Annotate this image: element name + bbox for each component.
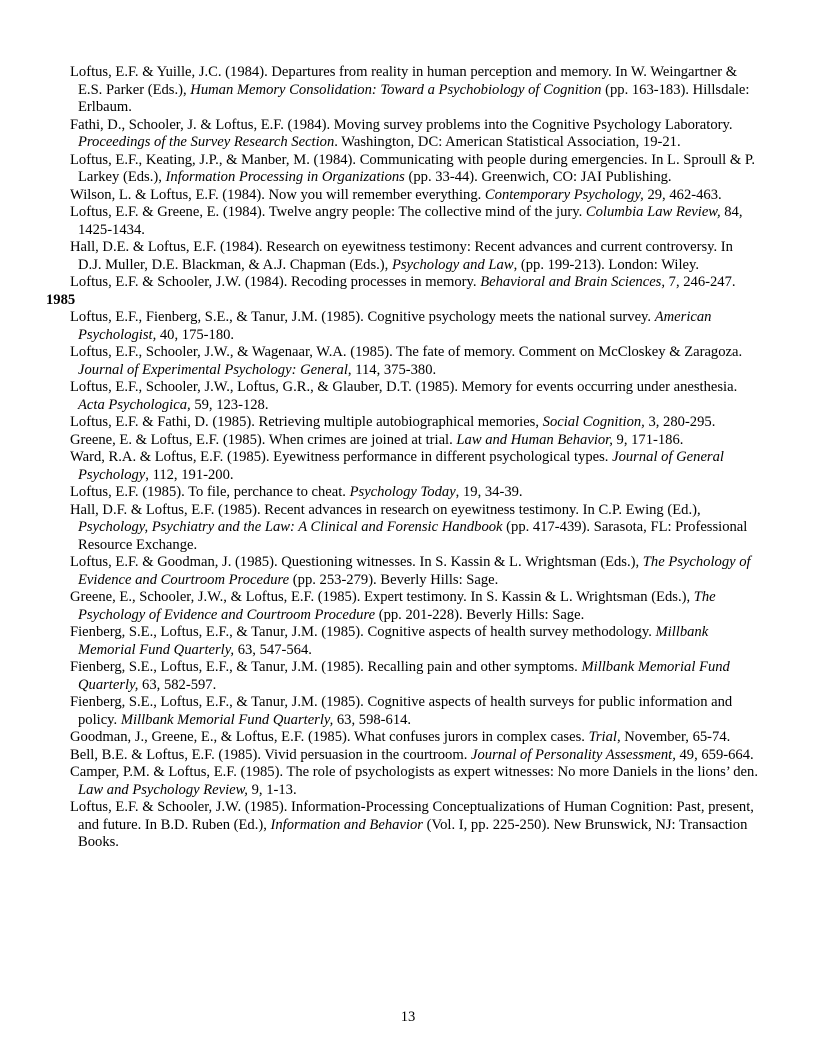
reference-text: . Washington, DC: American Statistical Association, 19-21.: [334, 134, 681, 150]
reference-text: 40, 175-180.: [156, 326, 235, 343]
reference-title-italic: Millbank Memorial Fund Quarterly,: [78, 624, 709, 658]
reference-text: , (pp. 199-213). London: Wiley.: [513, 256, 700, 273]
reference-entry: [54, 589, 760, 624]
reference-text: 59, 123-128.: [190, 396, 269, 413]
reference-text: 9, 171-186.: [612, 431, 684, 448]
reference-text: Loftus, E.F. & Fathi, D. (1985). Retrieving multiple autobiographical memories,: [70, 414, 543, 430]
reference-text: (pp. 253-279). Beverly Hills: Sage.: [289, 571, 499, 588]
reference-entry: [54, 624, 760, 659]
reference-title-italic: Millbank Memorial Fund Quarterly,: [78, 659, 730, 693]
reference-text: 9, 1-13.: [247, 781, 297, 798]
reference-text: Loftus, E.F., Keating, J.P., & Manber, M. (1984). Communicating with people during emergencies. In L. Sproull & P. Larkey (Eds.),: [70, 151, 756, 185]
reference-text: 63, 582-597.: [138, 676, 217, 693]
reference-title-italic: Social Cognition,: [542, 414, 645, 430]
reference-title-italic: Behavioral and Brain Sciences,: [480, 274, 666, 290]
reference-title-italic: Human Memory Consolidation: Toward a Psychobiology of Cognition: [190, 81, 602, 98]
reference-title-italic: Information Processing in Organizations: [165, 169, 405, 185]
reference-text: Hall, D.E. & Loftus, E.F. (1984). Research on eyewitness testimony: Recent advances and current controversy. In D.J. Muller, D.E. Blackman, & A.J. Chapman (Eds.),: [70, 239, 733, 273]
reference-title-italic: Law and Psychology Review,: [78, 781, 248, 798]
reference-text: Loftus, E.F., Schooler, J.W., & Wagenaar, W.A. (1985). The fate of memory. Comment on McCloskey & Zaragoza.: [70, 344, 743, 360]
reference-entry: [54, 694, 760, 729]
reference-text: , 19, 34-39.: [455, 484, 523, 500]
reference-text: Fienberg, S.E., Loftus, E.F., & Tanur, J.M. (1985). Cognitive aspects of health surveys for public information and policy.: [70, 694, 733, 728]
reference-entry: [54, 502, 760, 555]
reference-text: , November, 65-74.: [616, 729, 731, 745]
reference-text: Loftus, E.F., Schooler, J.W., Loftus, G.R., & Glauber, D.T. (1985). Memory for events occurring under anesthesia.: [70, 379, 738, 395]
reference-entry: [54, 152, 760, 187]
reference-entry: [54, 729, 760, 747]
reference-entry: [54, 64, 760, 117]
reference-text: 63, 598-614.: [333, 711, 412, 728]
reference-text: Loftus, E.F. & Schooler, J.W. (1984). Recoding processes in memory.: [70, 274, 481, 290]
reference-text: 49, 659-664.: [675, 746, 754, 763]
reference-title-italic: Psychology Today: [349, 484, 456, 500]
reference-text: Greene, E. & Loftus, E.F. (1985). When crimes are joined at trial.: [70, 431, 457, 448]
references-list: [46, 64, 760, 852]
reference-text: , 112, 191-200.: [145, 466, 234, 483]
reference-text: Fathi, D., Schooler, J. & Loftus, E.F. (1984). Moving survey problems into the Cognitive Psychology Laboratory.: [70, 116, 733, 133]
reference-text: (pp. 33-44). Greenwich, CO: JAI Publishing.: [404, 169, 672, 185]
reference-text: 84, 1425-1434.: [78, 204, 743, 238]
reference-text: , 114, 375-380.: [347, 361, 437, 378]
reference-entry: [54, 554, 760, 589]
reference-title-italic: Journal of Personality Assessment,: [471, 746, 676, 763]
reference-title-italic: Information and Behavior: [270, 816, 423, 833]
reference-text: 63, 547-564.: [234, 641, 312, 658]
reference-entry: [54, 432, 760, 450]
reference-title-italic: Psychology, Psychiatry and the Law: A Clinical and Forensic Handbook: [78, 519, 503, 535]
reference-title-italic: American Psychologist,: [78, 309, 712, 343]
reference-text: Loftus, E.F. & Greene, E. (1984). Twelve angry people: The collective mind of the jury.: [70, 204, 586, 220]
reference-title-italic: Journal of Experimental Psychology: General: [78, 361, 348, 378]
reference-text: Loftus, E.F. & Schooler, J.W. (1985). Information-Processing Conceptualizations of Human Cognition: Past, present, and future. In B.D. Ruben (Ed.),: [70, 799, 754, 833]
reference-text: Fienberg, S.E., Loftus, E.F., & Tanur, J.M. (1985). Cognitive aspects of health survey methodology.: [70, 624, 656, 640]
reference-entry: [54, 449, 760, 484]
reference-entry: [54, 764, 760, 799]
reference-title-italic: The Psychology of Evidence and Courtroom Procedure: [78, 589, 716, 623]
reference-text: Bell, B.E. & Loftus, E.F. (1985). Vivid persuasion in the courtroom.: [70, 746, 471, 763]
reference-text: Camper, P.M. & Loftus, E.F. (1985). The role of psychologists as expert witnesses: No more Daniels in the lions’ den.: [70, 764, 758, 780]
reference-title-italic: Columbia Law Review,: [585, 204, 721, 220]
reference-entry: [54, 187, 760, 205]
reference-text: 7, 246-247.: [665, 274, 736, 290]
reference-text: (pp. 417-439). Sarasota, FL: Professional Resource Exchange.: [78, 519, 748, 553]
reference-title-italic: Contemporary Psychology,: [484, 186, 644, 203]
reference-text: Greene, E., Schooler, J.W., & Loftus, E.F. (1985). Expert testimony. In S. Kassin & L. Wrightsman (Eds.),: [70, 589, 694, 605]
reference-text: 29, 462-463.: [643, 186, 722, 203]
page-number: 13: [400, 1008, 416, 1025]
reference-text: Goodman, J., Greene, E., & Loftus, E.F. (1985). What confuses jurors in complex cases.: [70, 729, 589, 745]
reference-entry: [54, 747, 760, 765]
reference-entry: [54, 659, 760, 694]
reference-text: Fienberg, S.E., Loftus, E.F., & Tanur, J.M. (1985). Recalling pain and other symptoms.: [70, 659, 582, 675]
reference-title-italic: Acta Psychologica,: [78, 396, 191, 413]
reference-title-italic: Proceedings of the Survey Research Section: [78, 134, 335, 150]
reference-entry: [54, 204, 760, 239]
reference-entry: [54, 344, 760, 379]
reference-text: Loftus, E.F. (1985). To file, perchance to cheat.: [70, 484, 350, 500]
reference-text: Wilson, L. & Loftus, E.F. (1984). Now you will remember everything.: [70, 186, 485, 203]
reference-text: (Vol. I, pp. 225-250). New Brunswick, NJ: Transaction Books.: [78, 816, 748, 850]
reference-entry: [54, 309, 760, 344]
reference-text: (pp. 163-183). Hillsdale: Erlbaum.: [78, 81, 750, 115]
reference-entry: [54, 484, 760, 502]
reference-title-italic: Millbank Memorial Fund Quarterly,: [120, 711, 334, 728]
reference-entry: [54, 414, 760, 432]
reference-entry: [54, 379, 760, 414]
reference-title-italic: Journal of General Psychology: [78, 449, 724, 483]
reference-entry: [54, 117, 760, 152]
reference-text: Hall, D.F. & Loftus, E.F. (1985). Recent advances in research on eyewitness testimony. In C.P. Ewing (Ed.),: [70, 501, 701, 518]
reference-entry: [54, 239, 760, 274]
reference-entry: [54, 799, 760, 852]
reference-text: 3, 280-295.: [644, 414, 716, 430]
reference-title-italic: Trial: [588, 729, 617, 745]
reference-text: Loftus, E.F., Fienberg, S.E., & Tanur, J.M. (1985). Cognitive psychology meets the national survey.: [70, 309, 655, 325]
reference-entry: [54, 274, 760, 292]
reference-text: Loftus, E.F. & Yuille, J.C. (1984). Departures from reality in human perception and memory. In W. Weingartner & E.S. Parker (Eds.),: [70, 64, 738, 98]
reference-title-italic: The Psychology of Evidence and Courtroom Procedure: [78, 554, 751, 588]
reference-text: (pp. 201-228). Beverly Hills: Sage.: [375, 606, 585, 623]
reference-text: Ward, R.A. & Loftus, E.F. (1985). Eyewitness performance in different psychological types.: [70, 449, 613, 465]
reference-title-italic: Law and Human Behavior,: [456, 431, 613, 448]
year-heading: 1985: [46, 291, 76, 308]
reference-title-italic: Psychology and Law: [391, 256, 514, 273]
reference-text: Loftus, E.F. & Goodman, J. (1985). Questioning witnesses. In S. Kassin & L. Wrightsman (Eds.),: [70, 554, 643, 570]
